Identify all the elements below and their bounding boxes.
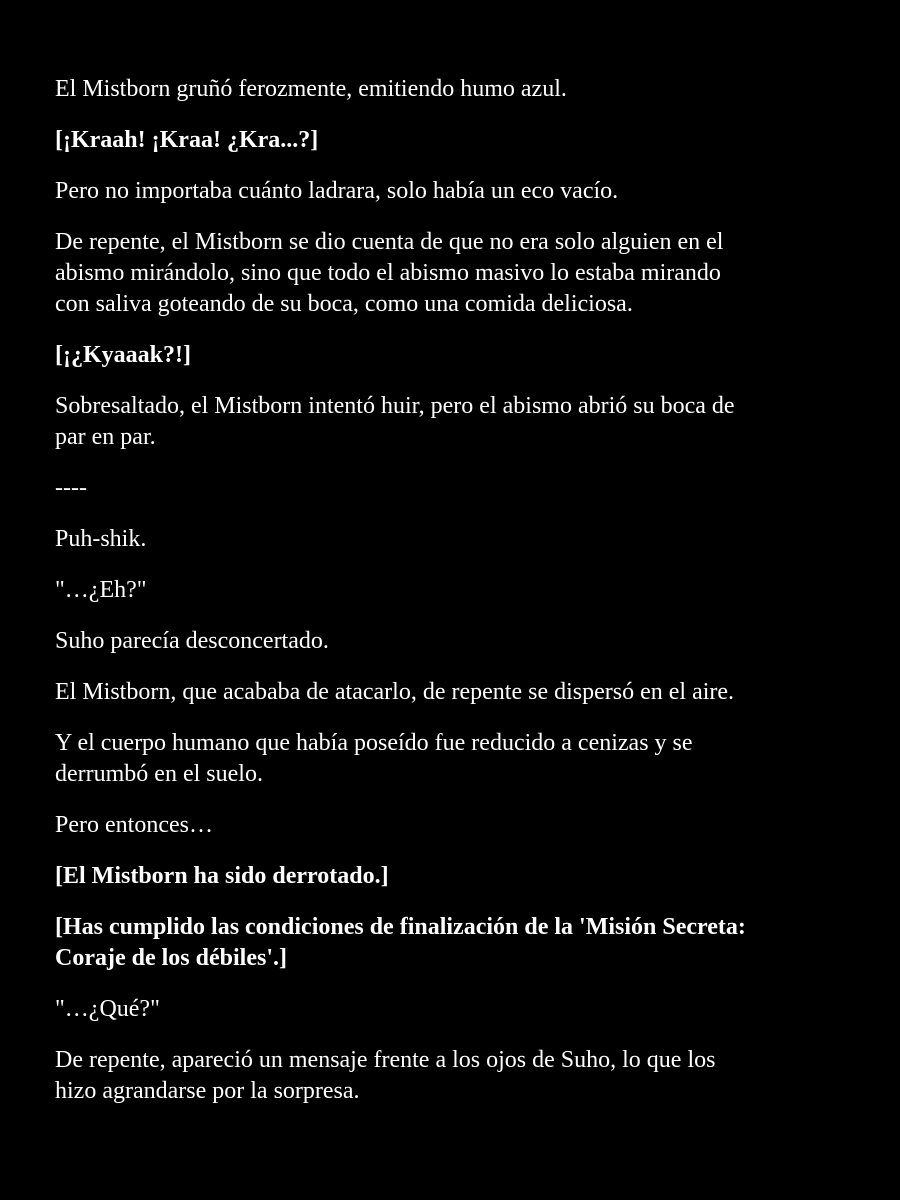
story-paragraph [55,728,860,790]
paragraph-line: Puh-shik. [55,526,147,552]
story-paragraph [55,524,860,555]
paragraph-line: [¡Kraah! ¡Kraa! ¿Kra...?] [55,127,319,153]
paragraph-line: Suho parecía desconcertado. [55,628,329,654]
system-message-paragraph [55,340,860,371]
paragraph-line: De repente, apareció un mensaje frente a los ojos de Suho, lo que los [55,1047,716,1073]
paragraph-line: Sobresaltado, el Mistborn intentó huir, pero el abismo abrió su boca de [55,393,735,419]
story-paragraph [55,575,860,606]
paragraph-line: [¡¿Kyaaak?!] [55,342,191,368]
paragraph-line: [El Mistborn ha sido derrotado.] [55,863,389,889]
paragraph-line: par en par. [55,424,156,450]
paragraph-line: Coraje de los débiles'.] [55,945,287,971]
paragraph-line: El Mistborn gruñó ferozmente, emitiendo humo azul. [55,76,567,102]
story-paragraph [55,227,860,320]
paragraph-line: abismo mirándolo, sino que todo el abismo masivo lo estaba mirando [55,260,721,286]
story-paragraph [55,473,860,504]
paragraph-line: con saliva goteando de su boca, como una comida deliciosa. [55,291,633,317]
story-paragraph [55,391,860,453]
paragraph-line: Pero entonces… [55,812,213,838]
paragraph-line: "…¿Qué?" [55,996,160,1022]
paragraph-line: hizo agrandarse por la sorpresa. [55,1078,360,1104]
paragraph-line: De repente, el Mistborn se dio cuenta de que no era solo alguien en el [55,229,724,255]
story-paragraph [55,810,860,841]
system-message-paragraph [55,125,860,156]
paragraph-line: El Mistborn, que acababa de atacarlo, de repente se dispersó en el aire. [55,679,735,705]
paragraph-line: [Has cumplido las condiciones de finalización de la 'Misión Secreta: [55,914,746,940]
story-paragraph [55,176,860,207]
system-message-paragraph [55,912,860,974]
paragraph-line: derrumbó en el suelo. [55,761,263,787]
paragraph-line: Y el cuerpo humano que había poseído fue reducido a cenizas y se [55,730,693,756]
story-paragraph [55,677,860,708]
story-paragraph [55,74,860,105]
paragraph-line: "…¿Eh?" [55,577,147,603]
story-paragraph [55,994,860,1025]
system-message-paragraph [55,861,860,892]
story-paragraph [55,1045,860,1107]
story-paragraph [55,626,860,657]
paragraph-line: ---- [55,475,87,501]
paragraph-line: Pero no importaba cuánto ladrara, solo había un eco vacío. [55,178,619,204]
